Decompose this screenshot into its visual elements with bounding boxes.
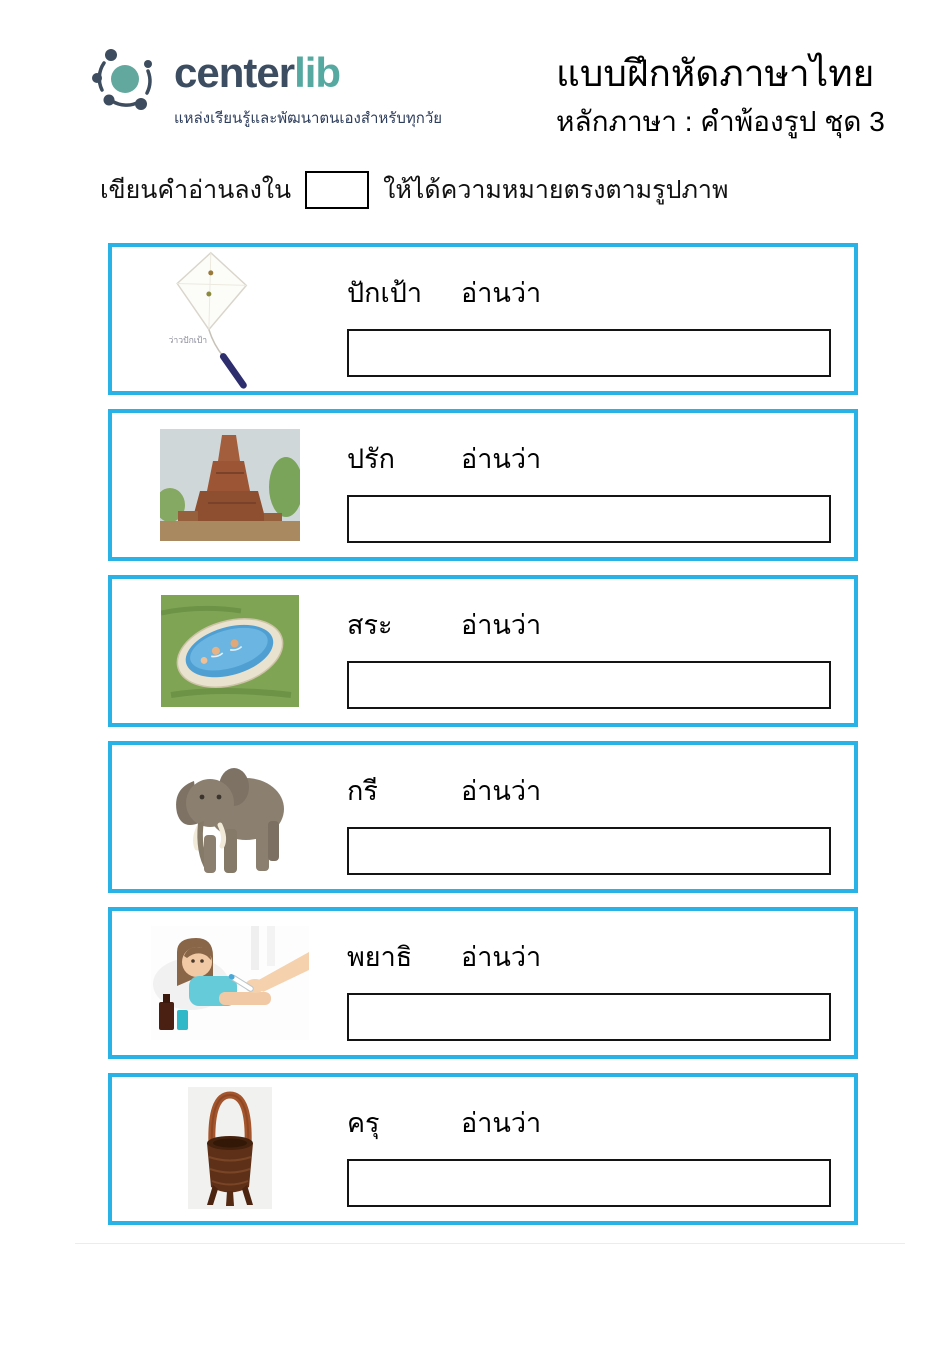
question-card-3 (108, 575, 858, 727)
question-word: สระ (347, 610, 393, 640)
question-3-image (112, 579, 347, 723)
logo-tagline: แหล่งเรียนรู้และพัฒนาตนเองสำหรับทุกวัย (174, 110, 443, 127)
read-label: อ่านว่า (461, 1108, 542, 1138)
question-1-answer-box[interactable] (347, 329, 831, 377)
instruction-text-before: เขียนคำอ่านลงใน (100, 176, 292, 204)
worksheet-subtitle: หลักภาษา : คำพ้องรูป ชุด 3 (556, 106, 885, 138)
question-3-word-row (347, 603, 854, 646)
question-1-image (112, 247, 347, 391)
logo-brand-lib: lib (294, 49, 341, 96)
question-5-content (347, 911, 854, 1055)
question-card-5 (108, 907, 858, 1059)
question-word: พยาธิ (347, 942, 413, 972)
kite-image (150, 247, 310, 391)
question-list (108, 243, 858, 1225)
woven-basket-image (182, 1087, 278, 1211)
question-2-content (347, 413, 854, 557)
question-card-6 (108, 1073, 858, 1225)
page-bottom-divider (75, 1243, 905, 1244)
question-2-answer-box[interactable] (347, 495, 831, 543)
read-label: อ่านว่า (461, 776, 542, 806)
question-4-content (347, 745, 854, 889)
question-word: ครุ (347, 1108, 380, 1138)
question-4-word-row (347, 769, 854, 812)
question-5-answer-box[interactable] (347, 993, 831, 1041)
read-label: อ่านว่า (461, 278, 542, 308)
read-label: อ่านว่า (461, 610, 542, 640)
temple-ruins-image (160, 429, 300, 541)
question-6-answer-box[interactable] (347, 1159, 831, 1207)
logo-wordmark (174, 38, 442, 108)
question-6-content (347, 1077, 854, 1221)
question-card-2 (108, 409, 858, 561)
question-4-image (112, 745, 347, 889)
logo-text-wrap (174, 38, 442, 130)
question-4-answer-box[interactable] (347, 827, 831, 875)
question-2-image (112, 413, 347, 557)
question-word: ปรัก (347, 444, 395, 474)
question-6-word-row (347, 1101, 854, 1144)
question-1-word-row (347, 271, 854, 314)
question-6-image (112, 1077, 347, 1221)
question-card-4 (108, 741, 858, 893)
question-card-1 (108, 243, 858, 395)
elephant-image (164, 751, 296, 883)
centerlib-logo-icon (84, 38, 164, 118)
worksheet-title: แบบฝึกหัดภาษาไทย (556, 53, 875, 94)
swimming-pool-image (161, 595, 299, 707)
title-block (556, 52, 916, 144)
read-label: อ่านว่า (461, 444, 542, 474)
question-3-answer-box[interactable] (347, 661, 831, 709)
instruction-line (100, 170, 728, 210)
question-1-content (347, 247, 854, 391)
question-5-word-row (347, 935, 854, 978)
instruction-text-after: ให้ได้ความหมายตรงตามรูปภาพ (383, 176, 729, 204)
question-word: ปักเป้า (347, 278, 423, 308)
kite-caption: ว่าวปักเป้า (168, 335, 207, 345)
question-3-content (347, 579, 854, 723)
question-word: กรี (347, 776, 378, 806)
read-label: อ่านว่า (461, 942, 542, 972)
question-5-image (112, 911, 347, 1055)
question-2-word-row (347, 437, 854, 480)
instruction-blank-box (305, 171, 369, 209)
logo-brand-center: center (174, 49, 295, 96)
sick-child-image (151, 926, 309, 1040)
centerlib-logo (84, 38, 442, 130)
